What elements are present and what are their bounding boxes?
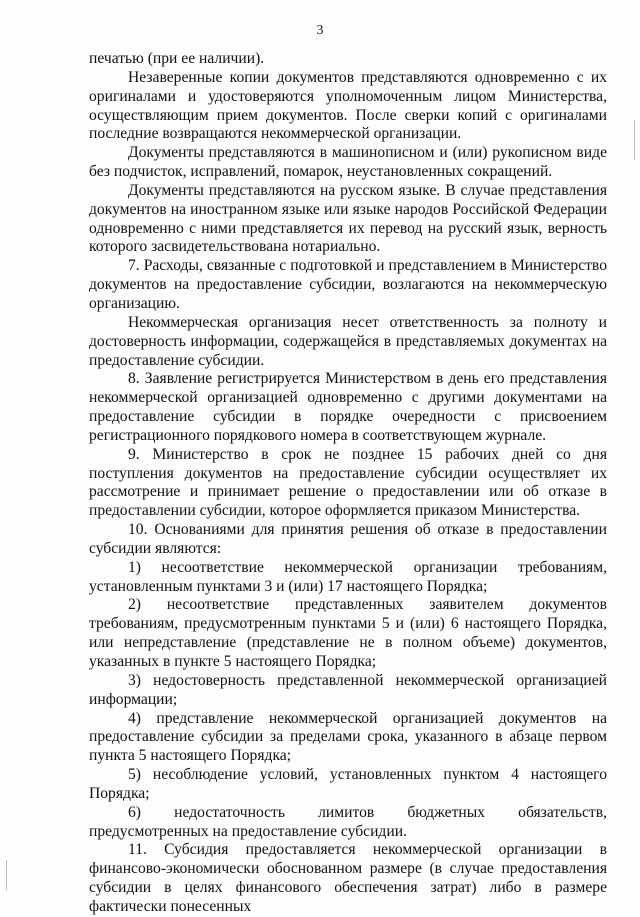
scan-edge-mark <box>634 120 635 160</box>
paragraph: 7. Расходы, связанные с подготовкой и представлением в Министерство документов на предоставление субсидии, возлагаются на некоммерческую организацию. <box>89 257 607 312</box>
list-item: 5) несоблюдение условий, установленных пунктом 4 настоящего Порядка; <box>89 766 607 802</box>
paragraph: Документы представляются в машинописном и (или) рукописном виде без подчисток, исправлений, помарок, неустановленных сокращений. <box>89 144 607 181</box>
list-item: 3) недостоверность представленной некоммерческой организацией информации; <box>89 671 607 708</box>
paragraph: 8. Заявление регистрируется Министерством в день его представления некоммерческой организацией одновременно с другими документами на предоставление субсидии в порядке очередности с присвоением регистрационного порядкового номера в соответствующем журнале. <box>89 370 607 444</box>
paragraph: 10. Основаниями для принятия решения об отказе в предоставлении субсидии являются: <box>89 521 607 557</box>
page-number: 3 <box>316 23 324 38</box>
paragraph: Некоммерческая организация несет ответственность за полноту и достоверность информации, содержащейся в представляемых документах на предоставление субсидии. <box>89 313 607 369</box>
document-body <box>89 50 607 917</box>
paragraph: 9. Министерство в срок не позднее 15 рабочих дней со дня поступления документов на предоставление субсидии осуществляет их рассмотрение и принимает решение о предоставлении или об отказе в предоставлении субсидии, которое оформляется приказом Министерства. <box>89 445 607 520</box>
paragraph: печатью (при ее наличии). <box>89 50 265 67</box>
paragraph: Незаверенные копии документов представляются одновременно с их оригиналами и удостоверяются уполномоченным лицом Министерства, осуществляющим прием документов. После сверки копий с оригиналами последние возвращаются некоммерческой организации. <box>89 68 607 143</box>
list-item: 2) несоответствие представленных заявителем документов требованиям, предусмотренным пунктами 5 и (или) 6 настоящего Порядка, или непредставление (представление не в полном объеме) документов, указанных в пункте 5 настоящего Порядка; <box>89 596 607 670</box>
paragraph: 11. Субсидия предоставляется некоммерческой организации в финансово-экономически обоснованном размере (в случае предоставления субсидии в целях финансового обеспечения затрат) либо в размере фактически понесенных <box>89 841 607 915</box>
list-item: 6) недостаточность лимитов бюджетных обязательств, предусмотренных на предоставление субсидии. <box>89 803 607 840</box>
list-item: 4) представление некоммерческой организацией документов на предоставление субсидии за пределами срока, указанного в абзаце первом пункта 5 настоящего Порядка; <box>89 709 607 765</box>
scan-edge-mark <box>6 860 7 890</box>
list-item: 1) несоответствие некоммерческой организации требованиям, установленным пунктами 3 и (или) 17 настоящего Порядка; <box>89 558 607 595</box>
paragraph: Документы представляются на русском языке. В случае представления документов на иностранном языке или языке народов Российской Федерации одновременно с ними представляется их перевод на русский язык, верность которого засвидетельствована нотариально. <box>89 181 607 256</box>
